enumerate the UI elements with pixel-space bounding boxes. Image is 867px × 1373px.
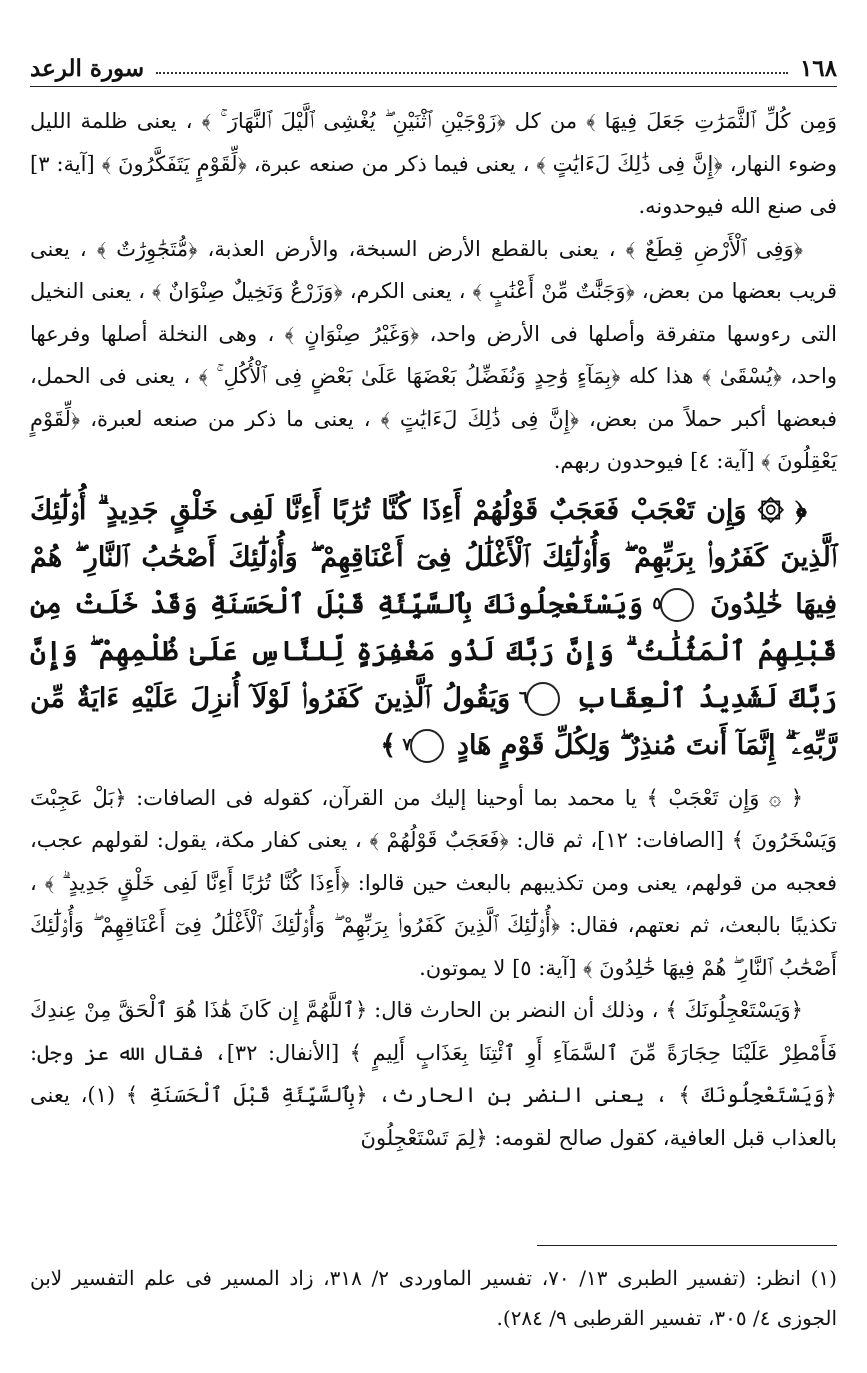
- page-body: [30, 100, 837, 1159]
- verse-number-6-marker: ٦: [526, 682, 560, 716]
- tafsir-paragraph-verse-4: ﴿وَفِى ٱلْأَرْضِ قِطَعٌ ﴾ ، يعنى بالقطع الأرض السبخة، والأرض العذبة، ﴿مُّتَجَٰوِرَٰتٌ ﴾ ، يعنى قريب بعضها من بعض، ﴿وَجَنَّٰتٌ مِّنْ أَعْنَٰبٍ ﴾ ، يعنى الكرم، ﴿وَزَرْعٌ وَنَخِيلٌ صِنْوَانٌ ﴾ ، يعنى النخيل التى رءوسها متفرقة وأصلها فى الأرض واحد، ﴿وَغَيْرُ صِنْوَانٍ ﴾ ، وهى النخلة أصلها وفرعها واحد، ﴿يُسْقَىٰ ﴾ هذا كله ﴿بِمَآءٍ وَٰحِدٍ وَنُفَضِّلُ بَعْضَهَا عَلَىٰ بَعْضٍ فِى ٱلْأُكُلِ ۚ ﴾ ، يعنى فى الحمل، فبعضها أكبر حملاً من بعض، ﴿إِنَّ فِى ذَٰلِكَ لَءَايَٰتٍ ﴾ ، يعنى ما ذكر من صنعه لعبرة، ﴿لِّقَوْمٍ يَعْقِلُونَ ﴾ [آية: ٤] فيوحدون ربهم.: [30, 236, 837, 473]
- tafsir-paragraph-verse-6: ﴿وَيَسْتَعْجِلُونَكَ ﴾ ، وذلك أن النضر بن الحارث قال: ﴿ٱللَّهُمَّ إِن كَانَ هَٰذَا هُوَ ٱلْحَقَّ مِنْ عِندِكَ فَأَمْطِرْ عَلَيْنَا حِجَارَةً مِّنَ ٱلسَّمَآءِ أَوِ ٱئْتِنَا بِعَذَابٍ أَلِيمٍ ﴾ [الأنفال: ٣٢]، فقال الله عز وجل: ﴿وَيَسْتَعْجِلُونَكَ ﴾ ، يعنى النضر بن الحارث، ﴿بِٱلسَّيِّئَةِ قَبْلَ ٱلْحَسَنَةِ ﴾ (١)، يعنى بالعذاب قبل العافية، كقول صالح لقومه: ﴿لِمَ تَسْتَعْجِلُونَ: [30, 998, 837, 1150]
- tafsir-paragraph-verse-3: وَمِن كُلِّ ٱلثَّمَرَٰتِ جَعَلَ فِيهَا ﴾ من كل ﴿زَوْجَيْنِ ٱثْنَيْنِ ۖ يُغْشِى ٱلَّيْلَ ٱلنَّهَارَ ۚ ﴾ ، يعنى ظلمة الليل وضوء النهار، ﴿إِنَّ فِى ذَٰلِكَ لَءَايَٰتٍ ﴾ ، يعنى فيما ذكر من صنعه عبرة، ﴿لِّقَوْمٍ يَتَفَكَّرُونَ ﴾ [آية: ٣] فى صنع الله فيوحدونه.: [30, 109, 837, 218]
- quran-verse-7: وَيَقُولُ ٱلَّذِينَ كَفَرُوا۟ لَوْلَآ أُنزِلَ عَلَيْهِ ءَايَةٌ مِّن رَّبِّهِۦٓ ۗ إِنَّمَآ أَنتَ مُنذِرٌ ۖ وَلِكُلِّ قَوْمٍ هَادٍ: [30, 682, 837, 761]
- page-header: [30, 50, 837, 87]
- footnote-separator: [537, 1245, 837, 1246]
- page-number: ١٦٨: [799, 54, 837, 82]
- tafsir-paragraph-verse-5: ﴿ ۞ وَإِن تَعْجَبْ ﴾ يا محمد بما أوحينا إليك من القرآن، كقوله فى الصافات: ﴿بَلْ عَجِبْتَ وَيَسْخَرُونَ ﴾ [الصافات: ١٢]، ثم قال: ﴿فَعَجَبٌ قَوْلُهُمْ ﴾ ، يعنى كفار مكة، يقول: لقولهم عجب، فعجبه من قولهم، يعنى ومن تكذيبهم بالبعث حين قالوا: ﴿أَءِذَا كُنَّا تُرَٰبًا أَءِنَّا لَفِى خَلْقٍ جَدِيدٍ ۗ ﴾ ، تكذيبًا بالبعث، ثم نعتهم، فقال: ﴿أُو۟لَٰٓئِكَ ٱلَّذِينَ كَفَرُوا۟ بِرَبِّهِمْ ۖ وَأُو۟لَٰٓئِكَ ٱلْأَغْلَٰلُ فِىٓ أَعْنَاقِهِمْ ۖ وَأُو۟لَٰٓئِكَ أَصْحَٰبُ ٱلنَّارِ ۖ هُمْ فِيهَا خَٰلِدُونَ ﴾ [آية: ٥] لا يموتون.: [30, 785, 837, 980]
- quran-closing-bracket: ﴾: [380, 729, 397, 761]
- verse-number-5-marker: ٥: [660, 588, 694, 622]
- quran-verse-6: وَيَسْتَعْجِلُونَكَ بِٱلسَّيِّئَةِ قَبْلَ ٱلْحَسَنَةِ وَقَدْ خَلَتْ مِن قَبْلِهِمُ ٱلْمَثُلَٰتُ ۗ وَإِنَّ رَبَّكَ لَذُو مَغْفِرَةٍ لِّلنَّاسِ عَلَىٰ ظُلْمِهِمْ ۖ وَإِنَّ رَبَّكَ لَشَدِيدُ ٱلْعِقَابِ: [30, 588, 838, 714]
- quran-verses-block: [30, 487, 837, 769]
- verse-number-7-marker: ٧: [410, 729, 444, 763]
- quran-verse-5: ﴿ ۞ وَإِن تَعْجَبْ فَعَجَبٌ قَوْلُهُمْ أَءِذَا كُنَّا تُرَٰبًا أَءِنَّا لَفِى خَلْقٍ جَدِيدٍ ۗ أُو۟لَٰٓئِكَ ٱلَّذِينَ كَفَرُوا۟ بِرَبِّهِمْ ۖ وَأُو۟لَٰٓئِكَ ٱلْأَغْلَٰلُ فِىٓ أَعْنَاقِهِمْ ۖ وَأُو۟لَٰٓئِكَ أَصْحَٰبُ ٱلنَّارِ ۖ هُمْ فِيهَا خَٰلِدُونَ: [30, 494, 838, 620]
- footnote: (١) انظر: (تفسير الطبرى ١٣/ ٧٠، تفسير الماوردى ٢/ ٣١٨، زاد المسير فى علم التفسير لابن الجوزى ٤/ ٣٠٥، تفسير القرطبى ٩/ ٢٨٤).: [30, 1266, 837, 1330]
- header-dots-divider: [156, 62, 788, 74]
- surah-title: سورة الرعد: [30, 54, 145, 82]
